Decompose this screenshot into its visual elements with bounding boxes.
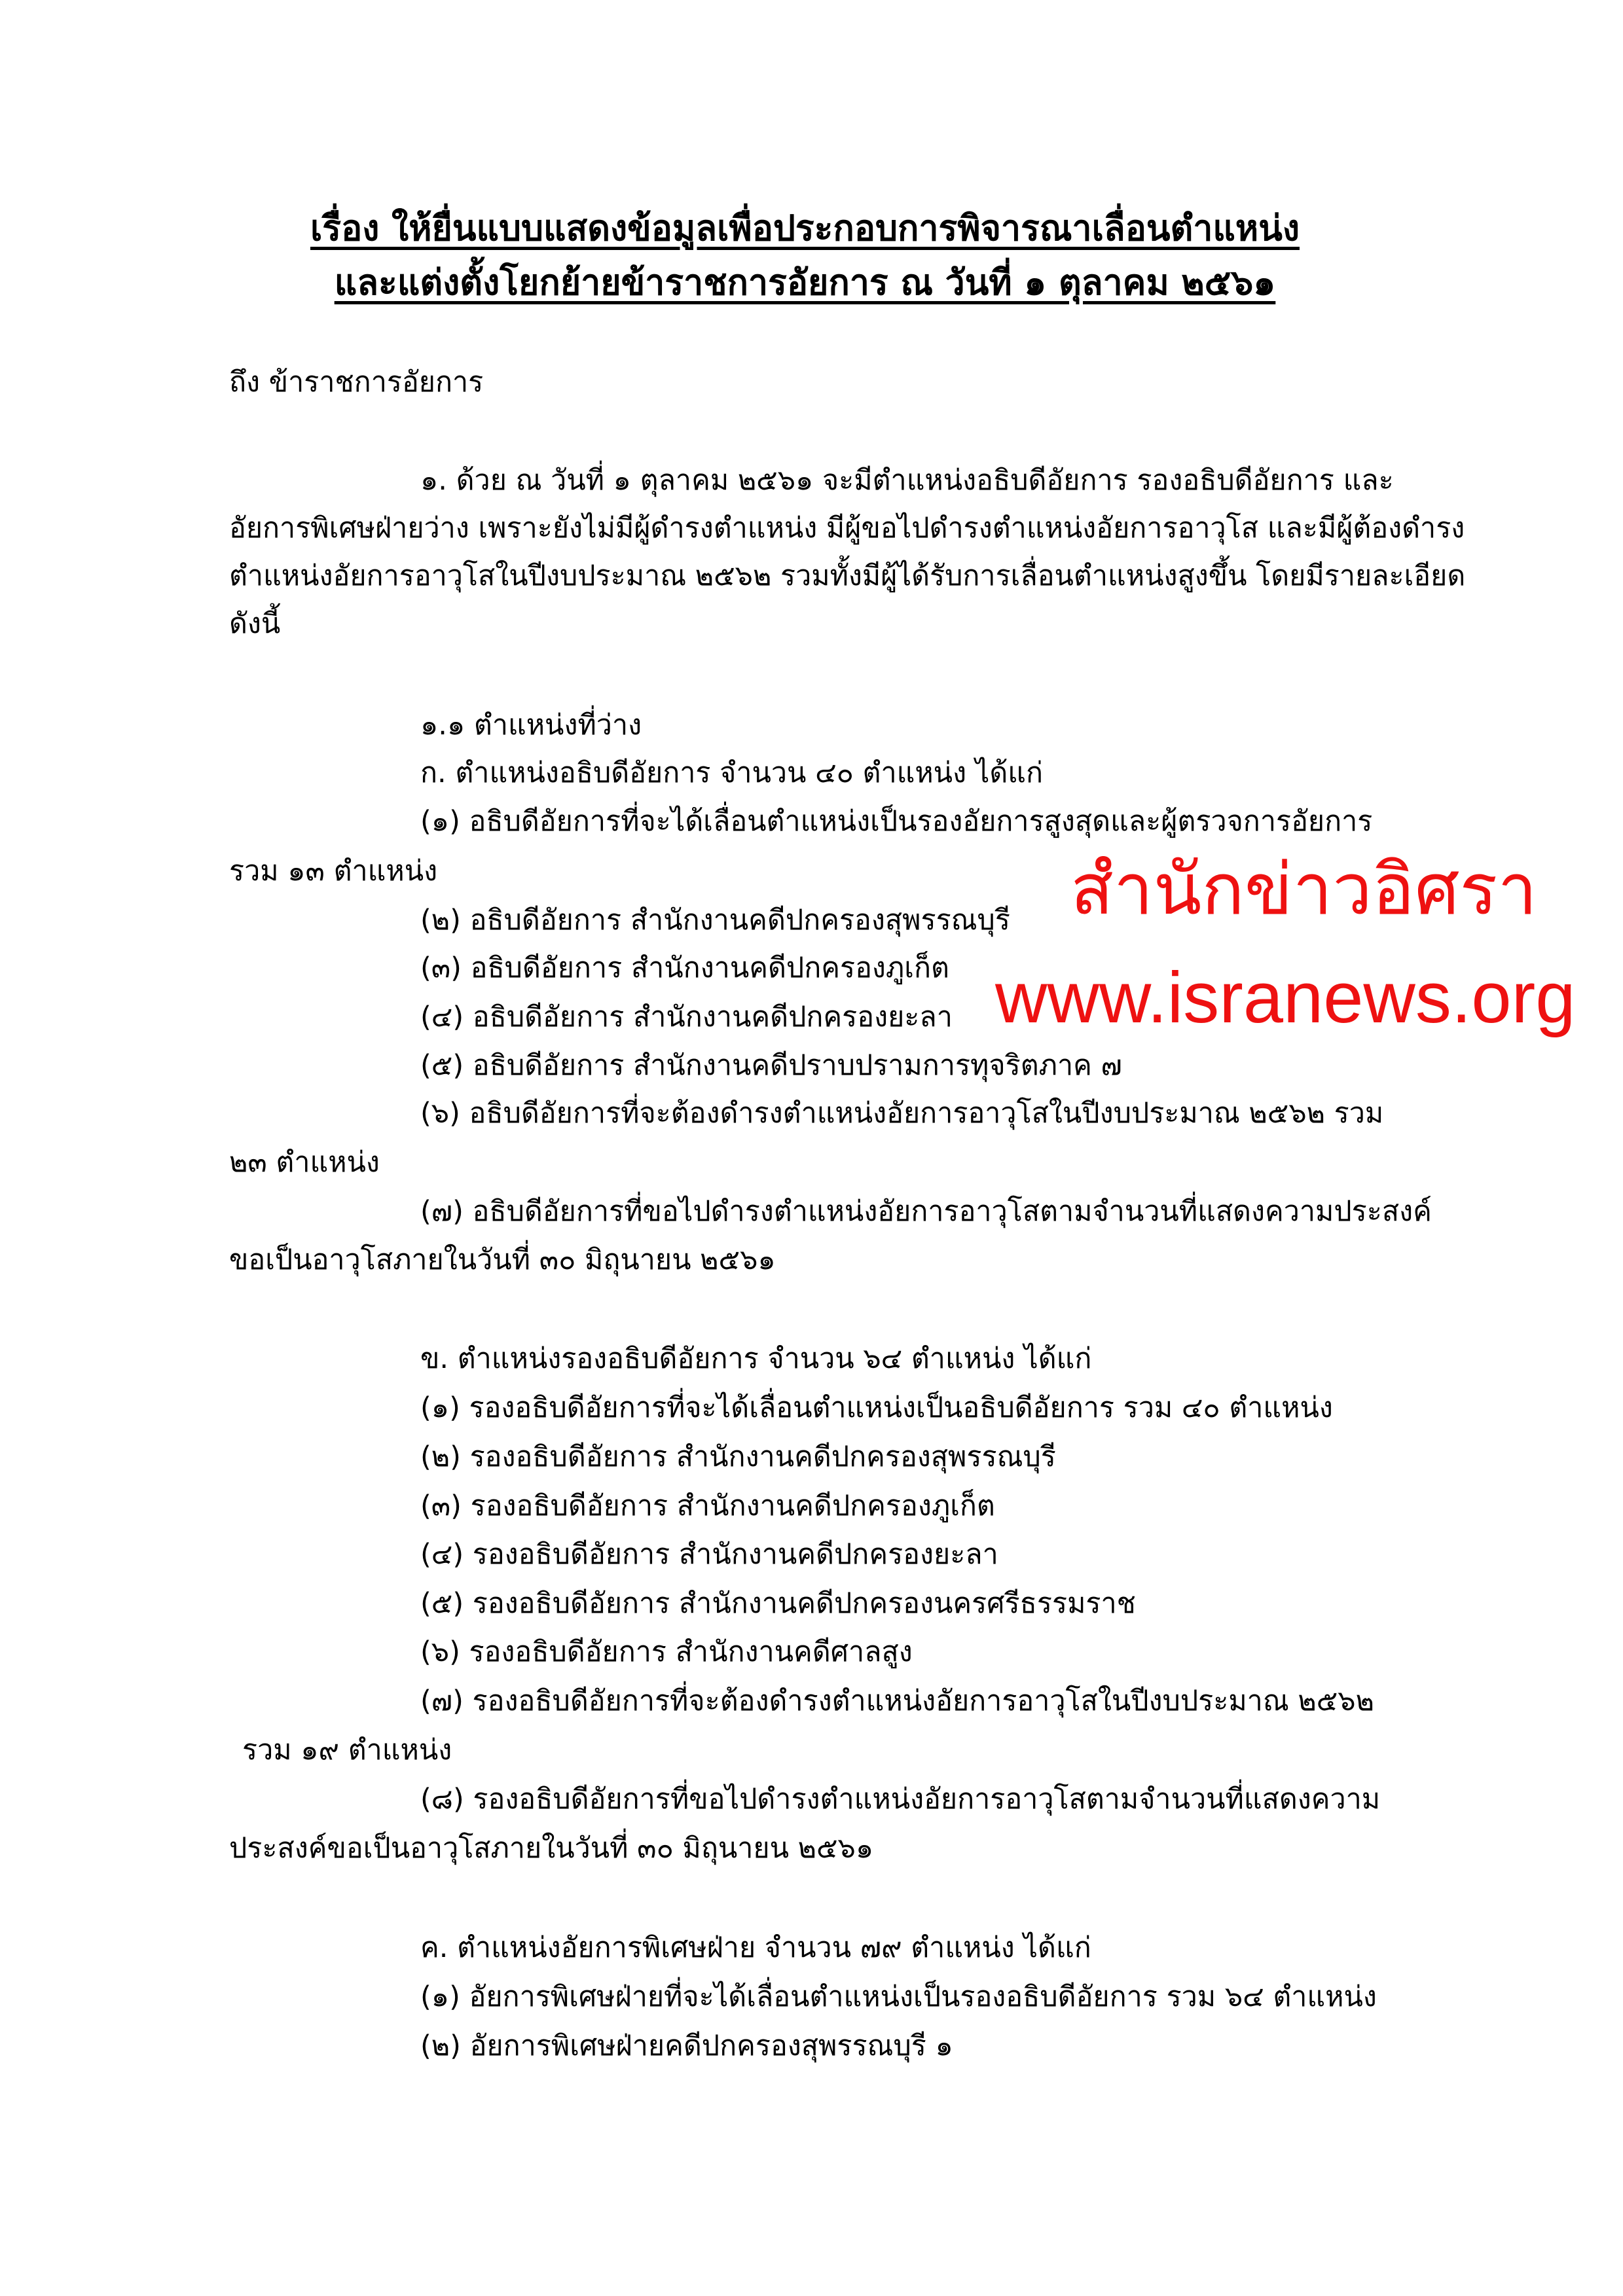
group-b-item: (๑) รองอธิบดีอัยการที่จะได้เลื่อนตำแหน่งเป็นอธิบดีอัยการ รวม ๔๐ ตำแหน่ง	[420, 1391, 1333, 1424]
group-a-item: (๔) อธิบดีอัยการ สำนักงานคดีปกครองยะลา	[420, 1001, 953, 1033]
group-b-item: (๒) รองอธิบดีอัยการ สำนักงานคดีปกครองสุพรรณบุรี	[420, 1441, 1056, 1473]
group-a-item: ๒๓ ตำแหน่ง	[229, 1146, 380, 1179]
group-b-item: รวม ๑๙ ตำแหน่ง	[242, 1734, 452, 1767]
intro-line: ดังนี้	[229, 607, 281, 640]
group-a-heading: ก. ตำแหน่งอธิบดีอัยการ จำนวน ๔๐ ตำแหน่ง ได้แก่	[420, 757, 1044, 789]
document-title-line-2: และแต่งตั้งโยกย้ายข้าราชการอัยการ ณ วันที่ ๑ ตุลาคม ๒๕๖๑	[334, 262, 1276, 303]
group-b-item: (๓) รองอธิบดีอัยการ สำนักงานคดีปกครองภูเก็ต	[420, 1490, 995, 1522]
group-b-heading: ข. ตำแหน่งรองอธิบดีอัยการ จำนวน ๖๔ ตำแหน่ง ได้แก่	[420, 1342, 1092, 1375]
group-c-item: (๒) อัยการพิเศษฝ่ายคดีปกครองสุพรรณบุรี ๑	[420, 2030, 953, 2062]
group-b-item: ประสงค์ขอเป็นอาวุโสภายในวันที่ ๓๐ มิถุนายน ๒๕๖๑	[229, 1832, 874, 1865]
intro-line: ๑. ด้วย ณ วันที่ ๑ ตุลาคม ๒๕๖๑ จะมีตำแหน่งอธิบดีอัยการ รองอธิบดีอัยการ และ	[420, 464, 1394, 497]
group-a-item: ขอเป็นอาวุโสภายในวันที่ ๓๐ มิถุนายน ๒๕๖๑	[229, 1244, 776, 1276]
group-a-item: (๓) อธิบดีอัยการ สำนักงานคดีปกครองภูเก็ต	[420, 952, 949, 984]
intro-line: อัยการพิเศษฝ่ายว่าง เพราะยังไม่มีผู้ดำรงตำแหน่ง มีผู้ขอไปดำรงตำแหน่งอัยการอาวุโส และมีผู้ต้องดำรง	[229, 512, 1465, 545]
addressee: ถึง ข้าราชการอัยการ	[229, 366, 484, 399]
group-a-item: (๒) อธิบดีอัยการ สำนักงานคดีปกครองสุพรรณบุรี	[420, 904, 1010, 937]
group-a-item: (๑) อธิบดีอัยการที่จะได้เลื่อนตำแหน่งเป็นรองอัยการสูงสุดและผู้ตรวจการอัยการ	[420, 805, 1373, 838]
section-heading: ๑.๑ ตำแหน่งที่ว่าง	[420, 709, 642, 742]
group-b-item: (๗) รองอธิบดีอัยการที่จะต้องดำรงตำแหน่งอัยการอาวุโสในปีงบประมาณ ๒๕๖๒	[420, 1685, 1374, 1717]
watermark-name: สำนักข่าวอิศรา	[1070, 850, 1537, 929]
group-c-heading: ค. ตำแหน่งอัยการพิเศษฝ่าย จำนวน ๗๙ ตำแหน่ง ได้แก่	[420, 1931, 1091, 1964]
group-a-item: (๕) อธิบดีอัยการ สำนักงานคดีปราบปรามการทุจริตภาค ๗	[420, 1049, 1122, 1082]
group-b-item: (๔) รองอธิบดีอัยการ สำนักงานคดีปกครองยะลา	[420, 1538, 998, 1571]
document-title-line-1: เรื่อง ให้ยื่นแบบแสดงข้อมูลเพื่อประกอบการพิจารณาเลื่อนตำแหน่ง	[310, 207, 1300, 249]
group-b-item: (๖) รองอธิบดีอัยการ สำนักงานคดีศาลสูง	[420, 1636, 913, 1668]
watermark-url: www.isranews.org	[995, 958, 1576, 1038]
group-b-item: (๕) รองอธิบดีอัยการ สำนักงานคดีปกครองนครศรีธรรมราช	[420, 1587, 1136, 1620]
intro-line: ตำแหน่งอัยการอาวุโสในปีงบประมาณ ๒๕๖๒ รวมทั้งมีผู้ได้รับการเลื่อนตำแหน่งสูงขึ้น โดยมีรายละเอียด	[229, 560, 1466, 592]
group-a-item: รวม ๑๓ ตำแหน่ง	[229, 855, 438, 888]
group-c-item: (๑) อัยการพิเศษฝ่ายที่จะได้เลื่อนตำแหน่งเป็นรองอธิบดีอัยการ รวม ๖๔ ตำแหน่ง	[420, 1981, 1377, 2013]
group-a-item: (๖) อธิบดีอัยการที่จะต้องดำรงตำแหน่งอัยการอาวุโสในปีงบประมาณ ๒๕๖๒ รวม	[420, 1097, 1384, 1130]
group-a-item: (๗) อธิบดีอัยการที่ขอไปดำรงตำแหน่งอัยการอาวุโสตามจำนวนที่แสดงความประสงค์	[420, 1195, 1432, 1228]
group-b-item: (๘) รองอธิบดีอัยการที่ขอไปดำรงตำแหน่งอัยการอาวุโสตามจำนวนที่แสดงความ	[420, 1783, 1381, 1816]
